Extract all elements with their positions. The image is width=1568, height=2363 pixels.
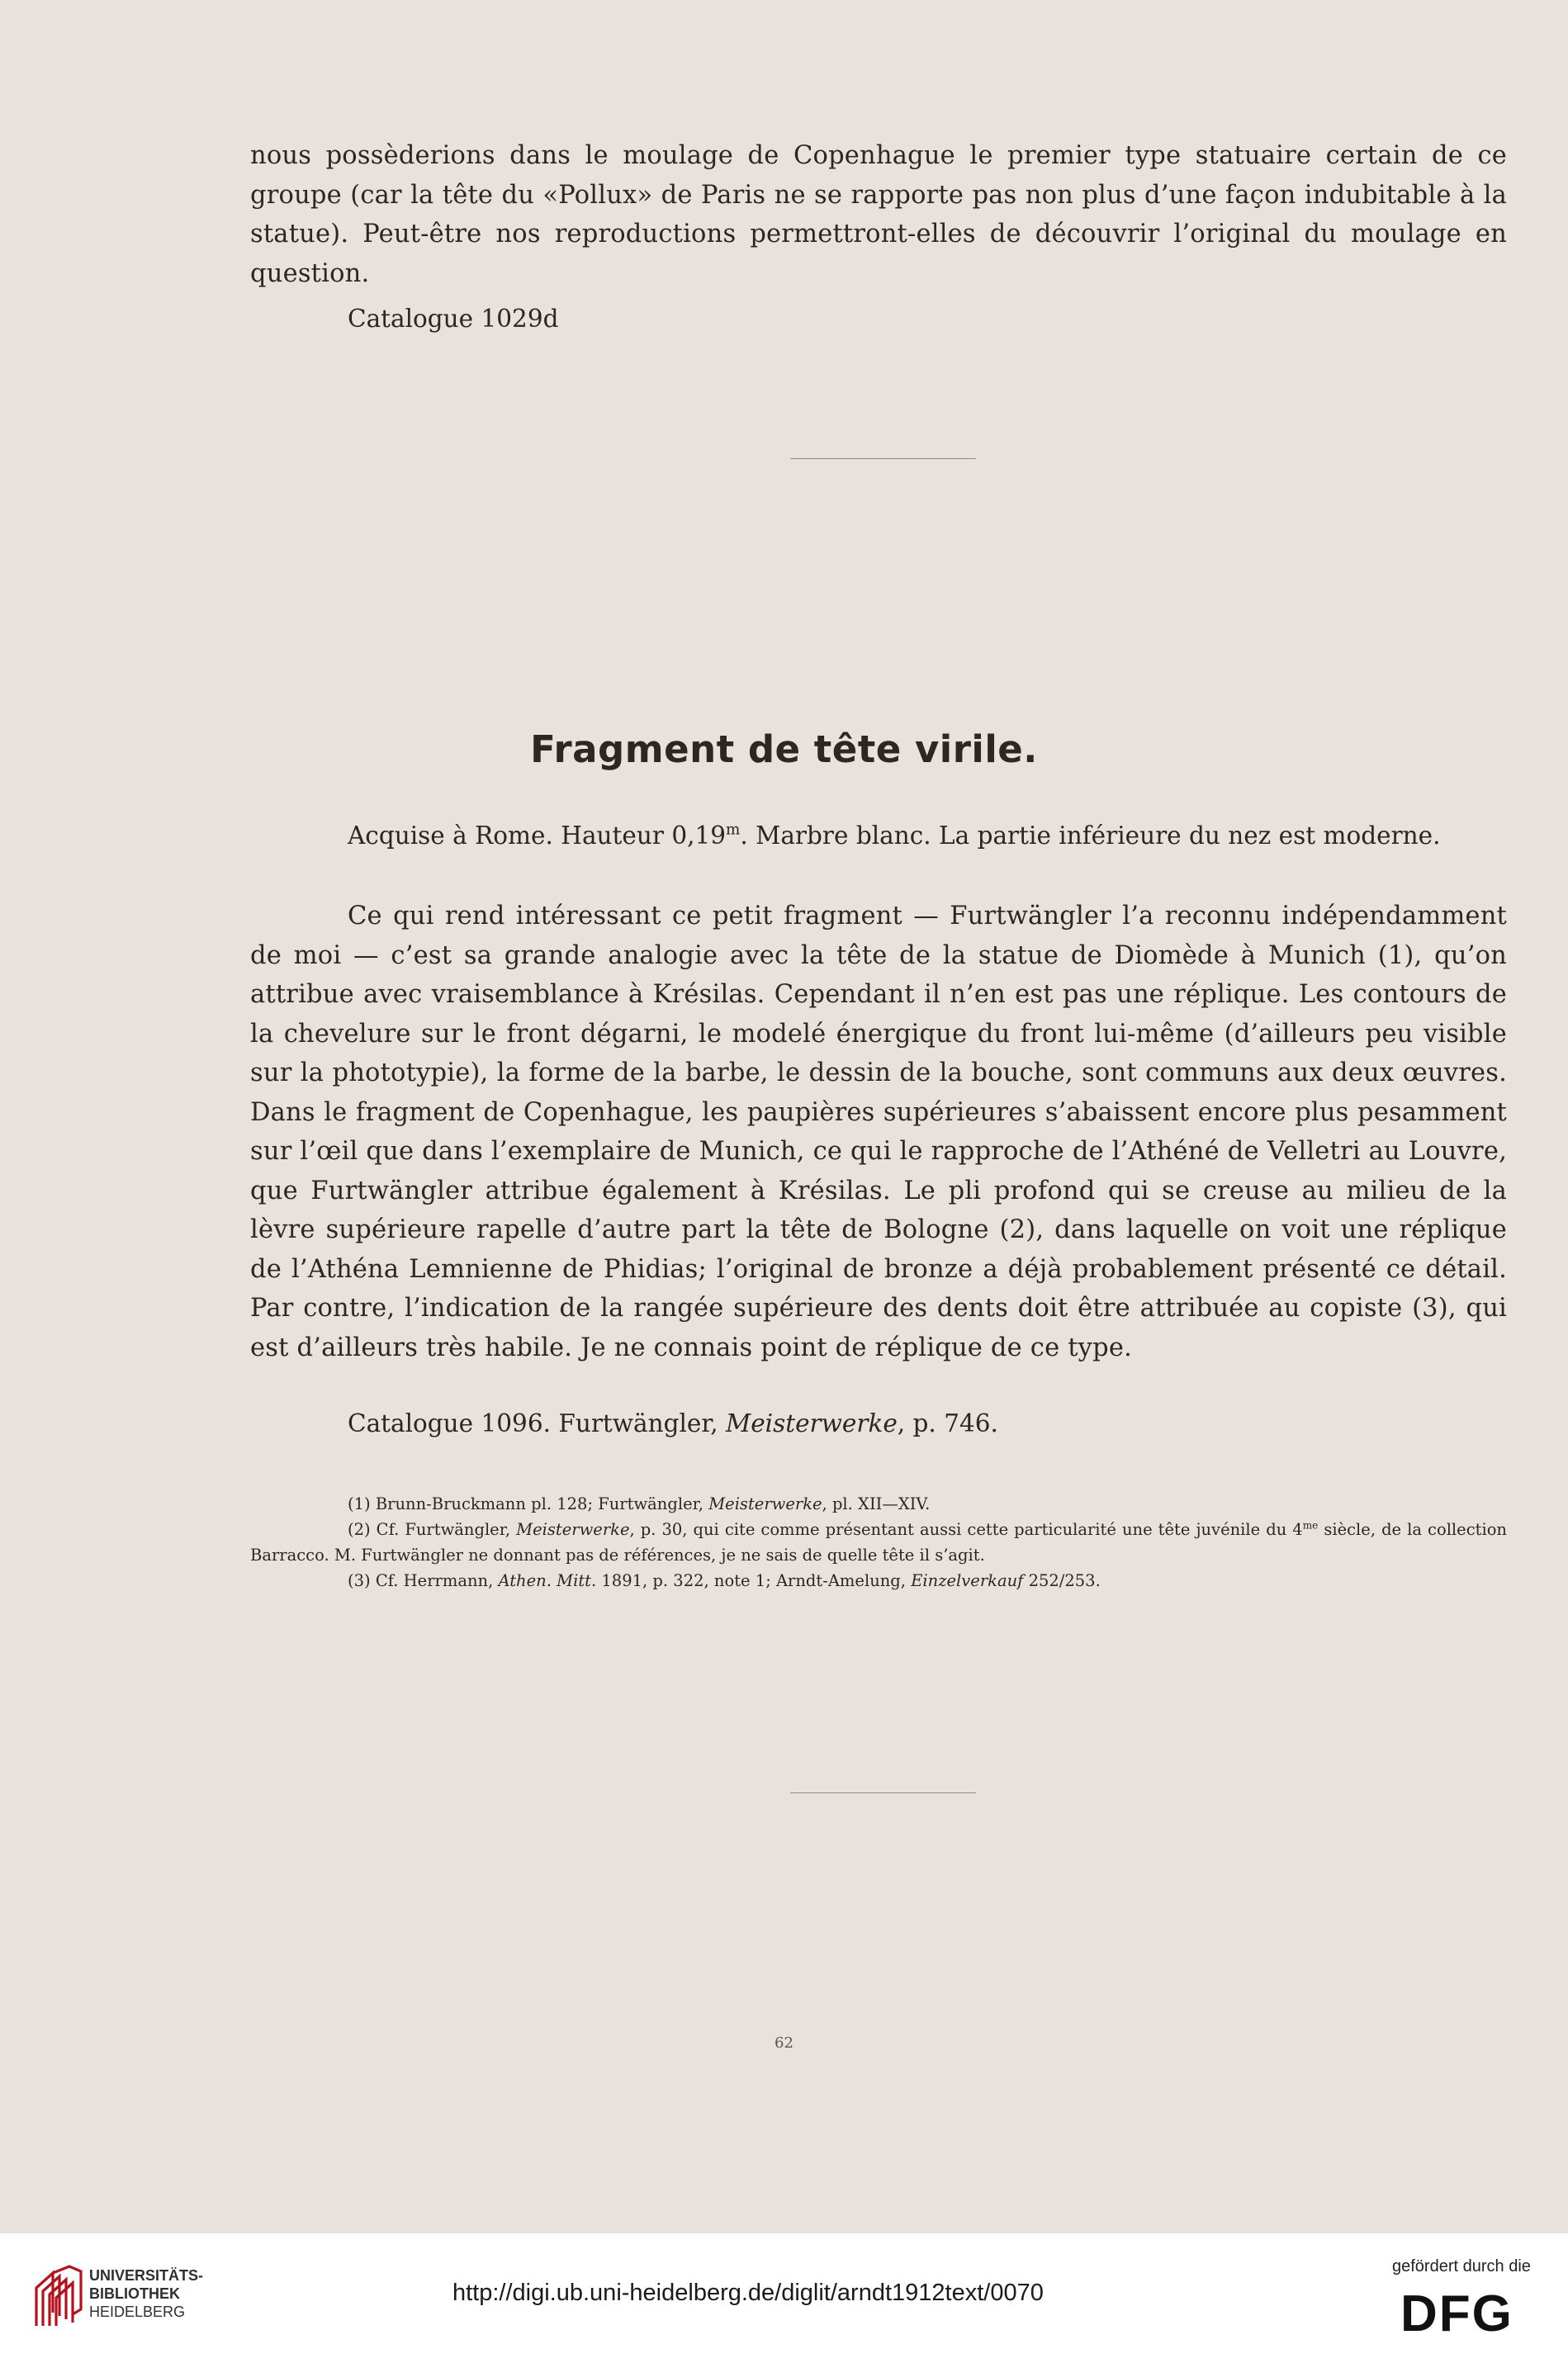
page-number: 62 (775, 2034, 793, 2052)
acquisition-line (348, 819, 1441, 852)
library-name-line-3: HEIDELBERG (89, 2304, 186, 2320)
footnote-1-pre: (1) Brunn-Bruckmann pl. 128; Furtwängler, (348, 1494, 709, 1513)
library-name-line-2: BIBLIOTHEK (89, 2285, 180, 2302)
footnote-3-mid: 1891, p. 322, note 1; Arndt-Amelung, (596, 1571, 912, 1590)
section-divider-top (790, 458, 976, 459)
catalogue-reference-top: Catalogue 1029d (348, 305, 559, 333)
library-name (89, 2266, 203, 2321)
footnote-3 (250, 1568, 1507, 1593)
footnote-2-mid: , p. 30, qui cite comme présentant aussi cette particularité une tête juvénile du 4 (629, 1520, 1303, 1539)
footnote-2-pre: (2) Cf. Furtwängler, (348, 1520, 517, 1539)
top-paragraph: nous possèderions dans le moulage de Copenhague le premier type statuaire certain de ce groupe (car la tête du «Pollux» de Paris ne se rapporte pas non plus d’une façon indubitable à la statue). Peut-être nos reproductions permettront-elles de découvrir l’original du moulage en question. (250, 141, 1507, 288)
footnote-3-pre: (3) Cf. Herrmann, (348, 1571, 499, 1590)
dfg-logo-text: DFG (1400, 2286, 1514, 2336)
footnote-3-post: 252/253. (1023, 1571, 1101, 1590)
footnote-1-post: , pl. XII—XIV. (822, 1494, 931, 1513)
digitization-footer (0, 2233, 1568, 2363)
footnote-2-post: siècle, de la collection Barracco. M. Furtwängler ne donnant pas de références, je ne sais de quelle tête il s’agit. (250, 1520, 1507, 1565)
catalogue-bottom-prefix: Catalogue 1096. Furtwängler, (348, 1409, 726, 1437)
footnote-1-title: Meisterwerke (708, 1494, 822, 1513)
sponsor-text: gefördert durch die (1392, 2257, 1531, 2275)
acquisition-rest: . Marbre blanc. La partie inférieure du nez est moderne. (740, 822, 1441, 850)
footnote-3-title-2: Einzelverkauf (911, 1571, 1024, 1590)
footnote-2-title: Meisterwerke (516, 1520, 630, 1539)
footnote-2-sup: me (1302, 1519, 1319, 1532)
library-logo-icon (33, 2263, 84, 2327)
catalogue-bottom-title: Meisterwerke (726, 1409, 898, 1437)
library-name-line-1: UNIVERSITÄTS- (89, 2267, 204, 2284)
section-divider-bottom (790, 1792, 976, 1793)
section-heading: Fragment de tête virile. (530, 727, 1038, 771)
footnote-1 (250, 1491, 1507, 1517)
body-paragraph: Ce qui rend intéressant ce petit fragment — Furtwängler l’a reconnu indépendamment de moi — c’est sa grande analogie avec la tête de la statue de Diomède à Munich (1), qu’on attribue avec vraisemblance à Krésilas. Cependant il n’en est pas une réplique. Les contours de la chevelure sur le front dégarni, le modelé énergique du front lui-même (d’ailleurs peu visible sur la phototypie), la forme de la barbe, le dessin de la bouche, sont communs aux deux œuvres. Dans le fragment de Copenhague, les paupières supérieures s’abaissent encore plus pesamment sur l’œil que dans l’exemplaire de Munich, ce qui le rapproche de l’Athéné de Velletri au Louvre, que Furtwängler attribue également à Krésilas. Le pli profond qui se creuse au milieu de la lèvre supérieure rapelle d’autre part la tête de Bologne (2), dans laquelle on voit une réplique de l’Athéna Lemnienne de Phidias; l’original de bronze a déjà probablement présenté ce détail. Par contre, l’indication de la rangée supérieure des dents doit être attribuée au copiste (3), qui est d’ailleurs très habile. Je ne connais point de réplique de ce type. (250, 902, 1507, 1362)
catalogue-bottom-suffix: , p. 746. (897, 1409, 998, 1437)
catalogue-reference-bottom (348, 1407, 998, 1440)
footnotes (250, 1491, 1507, 1593)
acquisition-unit-sup: m (726, 821, 741, 839)
footnote-2 (250, 1517, 1507, 1568)
permalink[interactable]: http://digi.ub.uni-heidelberg.de/diglit/arndt1912text/0070 (452, 2280, 1044, 2306)
acquisition-main: Acquise à Rome. Hauteur 0,19 (348, 822, 727, 850)
dfg-logo-icon (1400, 2286, 1541, 2336)
footnote-3-title-1: Athen. Mitt. (498, 1571, 597, 1590)
